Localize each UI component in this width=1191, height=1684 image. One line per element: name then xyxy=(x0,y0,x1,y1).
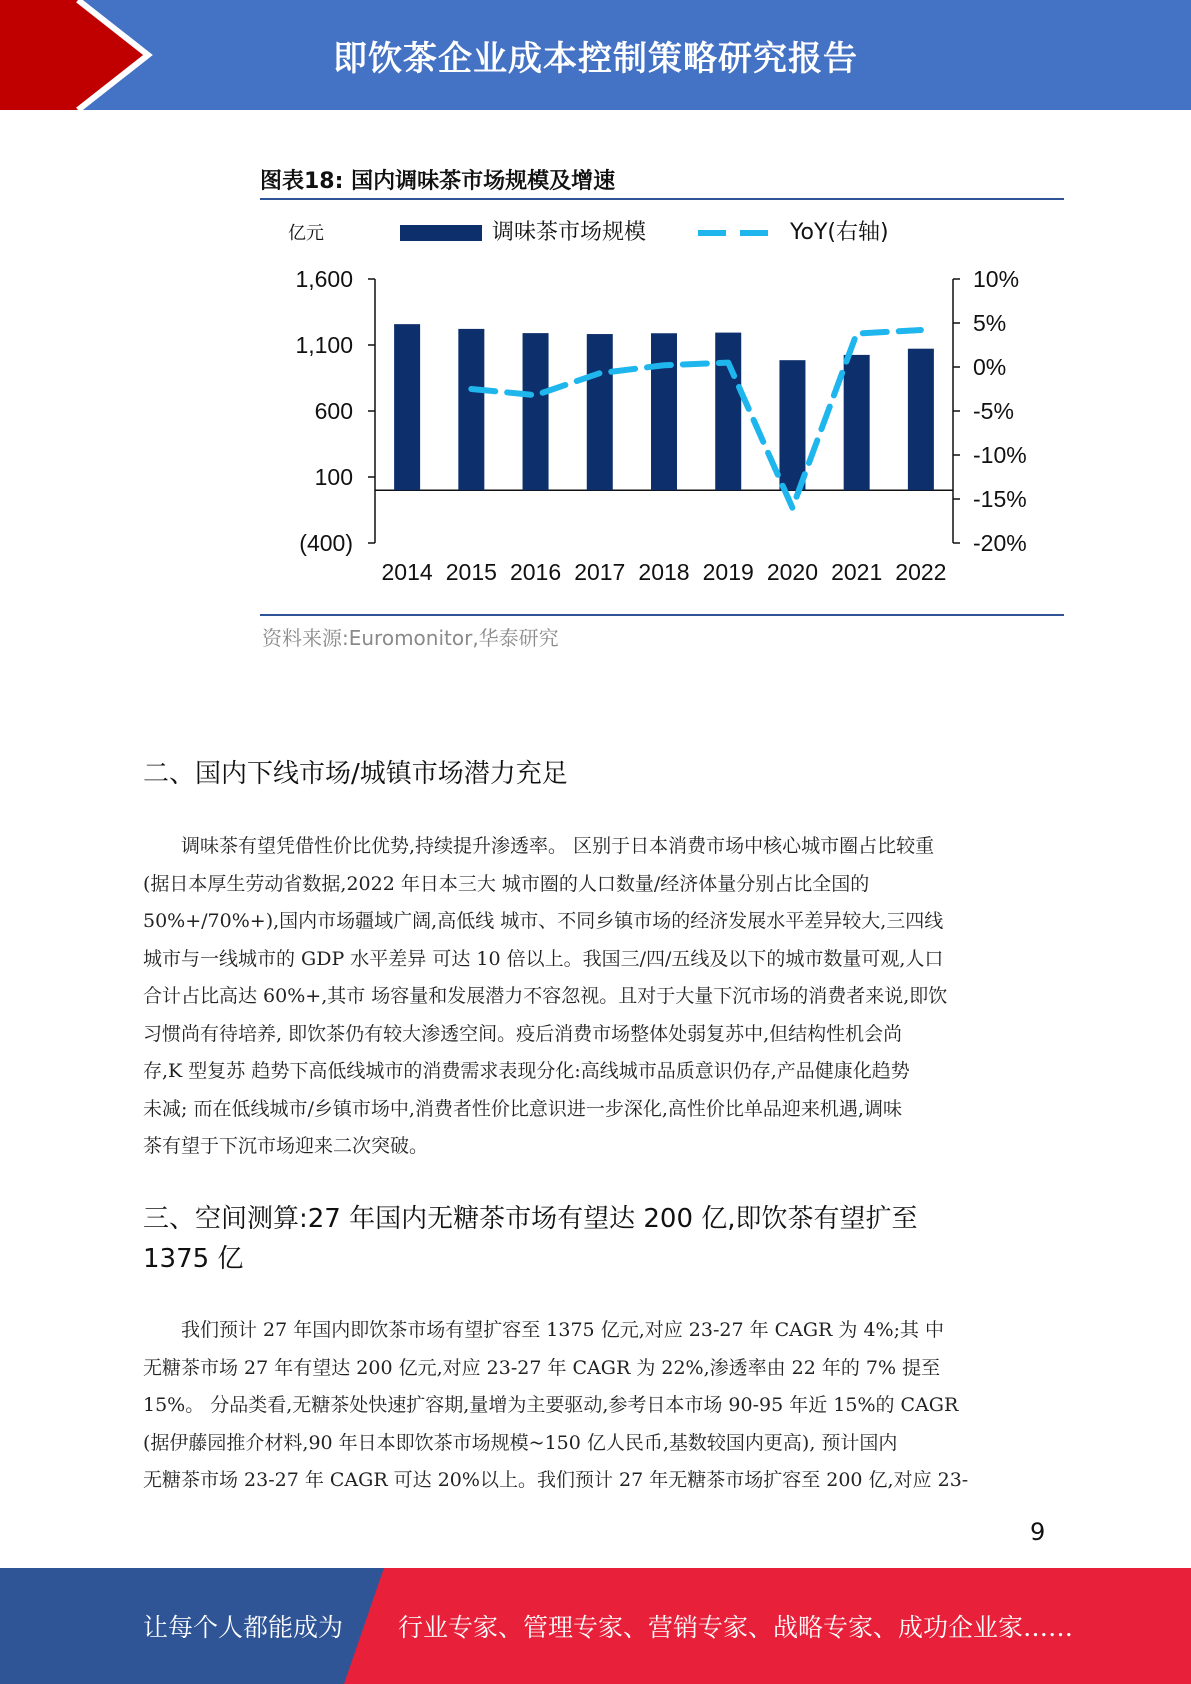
bar-2020 xyxy=(779,360,805,490)
market-size-chart xyxy=(260,205,1064,610)
figure-title: 图表18: 国内调味茶市场规模及增速 xyxy=(260,169,616,194)
bar-2015 xyxy=(458,329,484,490)
bar-2017 xyxy=(587,334,613,490)
paragraph-line: 习惯尚有待培养, 即饮茶仍有较大渗透空间。疫后消费市场整体处弱复苏中,但结构性机会尚 xyxy=(143,1022,903,1045)
x-tick-label: 2022 xyxy=(895,559,947,585)
bar-2018 xyxy=(651,333,677,490)
right-tick-label: -10% xyxy=(973,442,1027,468)
paragraph-line: (据伊藤园推介材料,90 年日本即饮茶市场规模~150 亿人民币,基数较国内更高), 预计国内 xyxy=(143,1431,898,1454)
paragraph-line: 50%+/70%+),国内市场疆域广阔,高低线 城市、不同乡镇市场的经济发展水平差异较大,三四线 xyxy=(143,910,944,932)
right-tick-label: -15% xyxy=(973,486,1027,512)
paragraph-line: 调味茶有望凭借性价比优势,持续提升渗透率。 区别于日本消费市场中核心城市圈占比较重 xyxy=(181,835,935,857)
bar-2021 xyxy=(844,355,870,490)
left-tick-label: 100 xyxy=(314,464,353,490)
y-axis-unit-label: 亿元 xyxy=(288,223,324,244)
footer-slogan-right: 行业专家、管理专家、营销专家、战略专家、成功企业家…… xyxy=(398,1613,1074,1642)
left-tick-label: 600 xyxy=(314,398,353,424)
x-tick-label: 2014 xyxy=(381,559,433,585)
legend-bar-label: 调味茶市场规模 xyxy=(492,220,647,245)
right-tick-label: -5% xyxy=(973,398,1014,424)
x-tick-label: 2017 xyxy=(574,559,626,585)
footer-slogan-left: 让每个人都能成为 xyxy=(143,1613,344,1642)
x-tick-label: 2019 xyxy=(702,559,754,585)
paragraph-line: 城市与一线城市的 GDP 水平差异 可达 10 倍以上。我国三/四/五线及以下的城市数量可观,人口 xyxy=(143,947,944,970)
right-tick-label: -20% xyxy=(973,530,1027,556)
left-tick-label: (400) xyxy=(299,530,353,556)
footer-banner xyxy=(0,1568,1191,1684)
paragraph-line: 合计占比高达 60%+,其市 场容量和发展潜力不容忽视。且对于大量下沉市场的消费者来说,即饮 xyxy=(143,985,948,1007)
x-tick-label: 2018 xyxy=(638,559,690,585)
paragraph-line: 茶有望于下沉市场迎来二次突破。 xyxy=(143,1135,429,1157)
bar-2016 xyxy=(523,333,549,490)
paragraph-line: 15%。 分品类看,无糖茶处快速扩容期,量增为主要驱动,参考日本市场 90-95 年近 15%的 CAGR xyxy=(143,1394,959,1416)
paragraph-line: 无糖茶市场 23-27 年 CAGR 可达 20%以上。我们预计 27 年无糖茶市场扩容至 200 亿,对应 23- xyxy=(143,1469,969,1491)
paragraph-line: 我们预计 27 年国内即饮茶市场有望扩容至 1375 亿元,对应 23-27 年 CAGR 为 4%;其 中 xyxy=(181,1319,945,1341)
legend-bar-swatch xyxy=(400,225,482,241)
left-tick-label: 1,100 xyxy=(295,332,353,358)
bar-2019 xyxy=(715,333,741,491)
section-3-paragraph xyxy=(143,1312,1048,1500)
section-heading-3-line: 三、空间测算:27 年国内无糖茶市场有望达 200 亿,即饮茶有望扩至 xyxy=(143,1204,918,1234)
paragraph-line: 未减; 而在低线城市/乡镇市场中,消费者性价比意识进一步深化,高性价比单品迎来机遇,调味 xyxy=(143,1097,902,1120)
chart-legend xyxy=(400,220,889,245)
x-tick-label: 2020 xyxy=(766,559,819,585)
page-number: 9 xyxy=(1030,1518,1046,1546)
section-2-paragraph xyxy=(143,828,1048,1166)
header-banner xyxy=(0,0,1191,110)
bar-2014 xyxy=(394,324,420,490)
left-tick-label: 1,600 xyxy=(295,266,353,292)
document-title: 即饮茶企业成本控制策略研究报告 xyxy=(333,38,858,79)
section-heading-2: 二、国内下线市场/城镇市场潜力充足 xyxy=(143,759,568,789)
x-tick-label: 2016 xyxy=(509,559,562,585)
right-tick-label: 5% xyxy=(973,310,1007,336)
right-tick-label: 0% xyxy=(973,354,1007,380)
section-heading-3 xyxy=(143,1199,918,1279)
figure-source: 资料来源:Euromonitor,华泰研究 xyxy=(262,626,559,650)
figure-top-rule xyxy=(260,198,1064,200)
paragraph-line: 无糖茶市场 27 年有望达 200 亿元,对应 23-27 年 CAGR 为 22%,渗透率由 22 年的 7% 提至 xyxy=(143,1356,941,1379)
legend-line-label: YoY(右轴) xyxy=(790,220,889,245)
paragraph-line: 存,K 型复苏 趋势下高低线城市的消费需求表现分化:高线城市品质意识仍存,产品健康化趋势 xyxy=(143,1060,910,1082)
right-tick-label: 10% xyxy=(973,266,1020,292)
paragraph-line: (据日本厚生劳动省数据,2022 年日本三大 城市圈的人口数量/经济体量分别占比全国的 xyxy=(143,872,870,895)
x-tick-label: 2021 xyxy=(831,559,883,585)
section-heading-3-line: 1375 亿 xyxy=(143,1244,244,1274)
figure-bottom-rule xyxy=(260,614,1064,616)
bar-2022 xyxy=(908,349,934,491)
x-tick-label: 2015 xyxy=(445,559,497,585)
